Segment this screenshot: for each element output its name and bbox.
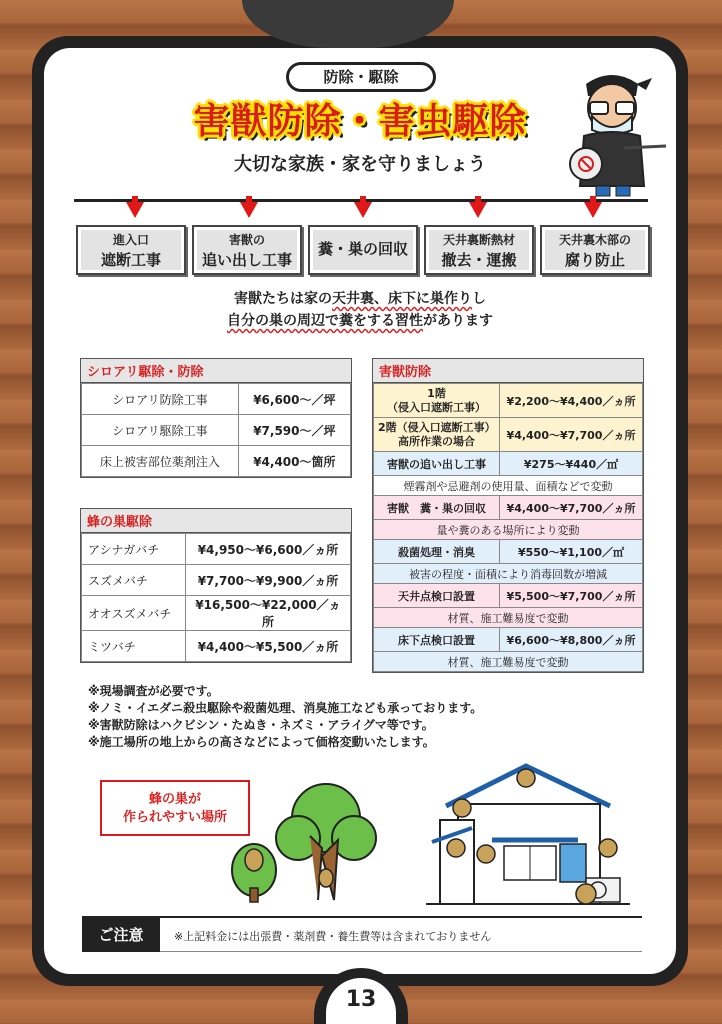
table-row: 1階 （侵入口遮断工事） ¥2,200～¥4,400／ヵ所 <box>374 384 643 418</box>
step-label-top: 天井裏断熱材 <box>442 233 515 247</box>
step-label-top: 進入口 <box>112 233 149 247</box>
nest-location-label: 蜂の巣が 作られやすい場所 <box>100 780 250 836</box>
category-label: 防除・駆除 <box>286 62 436 92</box>
page-number: 13 <box>326 978 396 1024</box>
step-label-top: 天井裏木部の <box>558 233 631 247</box>
exterminator-mascot-icon <box>552 64 672 200</box>
table-row: 床下点検口設置 ¥6,600～¥8,800／ヵ所 <box>374 628 643 652</box>
table-note-row: 被害の程度・面積により消毒回数が増減 <box>374 564 643 584</box>
bee-nest-icon <box>517 769 535 787</box>
note-item: ※害獣防除はハクビシン・たぬき・ネズミ・アライグマ等です。 <box>88 718 434 732</box>
step-box-eviction <box>192 225 302 275</box>
step-box-droppings <box>308 225 418 275</box>
step-label-main: 撤去・運搬 <box>441 251 517 269</box>
table-row: シロアリ駆除工事 ¥7,590～／坪 <box>82 415 351 446</box>
table-row: 害獣 糞・巣の回収 ¥4,400～¥7,700／ヵ所 <box>374 496 643 520</box>
arrow-down-icon <box>354 202 372 218</box>
table-row: 殺菌処理・消臭 ¥550～¥1,100／㎡ <box>374 540 643 564</box>
table-row: 害獣の追い出し工事 ¥275～¥440／㎡ <box>374 452 643 476</box>
table-row: オオスズメバチ ¥16,500～¥22,000／ヵ所 <box>82 596 351 631</box>
page-subtitle: 大切な家族・家を守りましょう <box>234 154 486 175</box>
bee-nest-icon <box>576 884 596 904</box>
arrow-down-icon <box>584 202 602 218</box>
house-and-trees-illustration <box>226 760 646 910</box>
bee-nest-icon <box>453 799 471 817</box>
note-item: ※現場調査が必要です。 <box>88 684 219 698</box>
note-item: ※施工場所の地上からの高さなどによって価格変動いたします。 <box>88 735 435 749</box>
table-row: シロアリ防除工事 ¥6,600～／坪 <box>82 384 351 415</box>
table-note-row: 材質、施工難易度で変動 <box>374 652 643 672</box>
termite-table-title: シロアリ駆除・防除 <box>81 359 351 383</box>
bee-nest-icon <box>599 839 617 857</box>
step-label-main: 腐り防止 <box>564 251 625 269</box>
arrow-down-icon <box>126 202 144 218</box>
bee-nest-icon <box>477 845 495 863</box>
bee-table-title: 蜂の巣駆除 <box>81 509 351 533</box>
bee-nest-icon <box>245 849 263 871</box>
page-title: 害獣防除・害虫駆除 <box>193 101 527 142</box>
table-note-row: 煙霧剤や忌避剤の使用量、面積などで変動 <box>374 476 643 496</box>
step-box-entrance <box>76 225 186 275</box>
table-row: 床上被害部位薬剤注入 ¥4,400～箇所 <box>82 446 351 477</box>
bee-nest-price-table <box>80 508 352 663</box>
step-label-main: 糞・巣の回収 <box>317 240 408 258</box>
table-row: アシナガバチ ¥4,950～¥6,600／ヵ所 <box>82 534 351 565</box>
notes-list <box>88 683 628 751</box>
termite-price-table <box>80 358 352 478</box>
step-label-top: 害獣の <box>228 233 265 247</box>
table-note-row: 材質、施工難易度で変動 <box>374 608 643 628</box>
caution-label: ご注意 <box>82 918 160 952</box>
step-box-rot <box>540 225 650 275</box>
table-row: 2階（侵入口遮断工事） 高所作業の場合 ¥4,400～¥7,700／ヵ所 <box>374 418 643 452</box>
bee-nest-icon <box>447 839 465 857</box>
note-item: ※ノミ・イエダニ殺虫駆除や殺菌処理、消臭施工なども承っております。 <box>88 701 483 715</box>
caution-text: ※上記料金には出張費・薬剤費・養生費等は含まれておりません <box>174 930 492 943</box>
table-row: 天井点検口設置 ¥5,500～¥7,700／ヵ所 <box>374 584 643 608</box>
arrow-down-icon <box>469 202 487 218</box>
beast-table-title: 害獣防除 <box>373 359 643 383</box>
table-row: スズメバチ ¥7,700～¥9,900／ヵ所 <box>82 565 351 596</box>
step-label-main: 追い出し工事 <box>201 251 292 269</box>
table-note-row: 量や糞のある場所により変動 <box>374 520 643 540</box>
pest-animal-price-table <box>372 358 644 673</box>
intro-text: 害獣たちは家の天井裏、床下に巣作りし 自分の巣の周辺で糞をする習性があります <box>227 291 493 329</box>
arrow-down-icon <box>240 202 258 218</box>
bee-nest-icon <box>319 869 333 887</box>
step-box-insulation <box>424 225 534 275</box>
step-label-main: 遮断工事 <box>100 251 161 269</box>
table-row: ミツバチ ¥4,400～¥5,500／ヵ所 <box>82 631 351 662</box>
